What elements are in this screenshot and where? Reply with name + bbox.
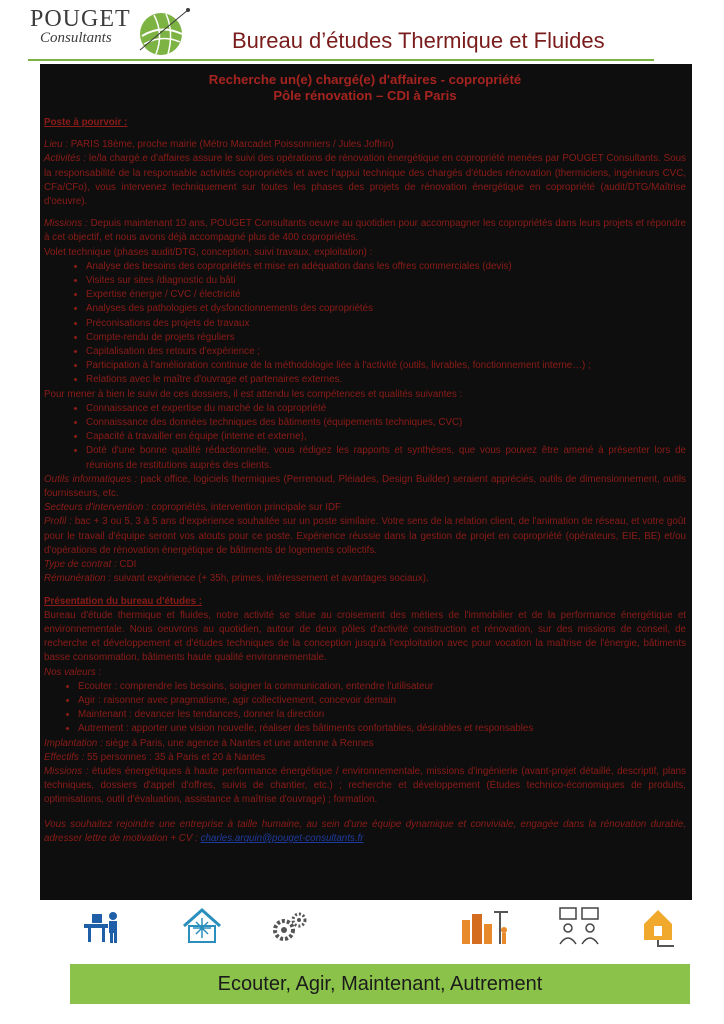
- activites-paragraph: [44, 152, 686, 209]
- volet-text: Volet technique (phases audit/DTG, conception, suivi travaux, exploitation) :: [44, 246, 373, 258]
- header-divider: [28, 59, 654, 61]
- lieu-text: PARIS 18ème, proche mairie (Métro Marcadet Poissonniers / Jules Joffrin): [67, 139, 394, 151]
- list-item: • Capacité à travailler en équipe (interne et externe),: [86, 430, 686, 444]
- list-item: • Analyses des pathologies et dysfonctionnements des copropriétés: [86, 302, 686, 316]
- lieu-label: Lieu :: [44, 139, 68, 151]
- contact-email-link[interactable]: charles.arquin@pouget-consultants.fr: [200, 832, 364, 844]
- activites-text: le/la chargé.e d'affaires assure le suivi des opérations de rénovation énergétique en copropriété menées par POUGET Consultants. Sous la responsabilité de la responsable activités copropriétés et avec l'appui technique des chargés d'études rénovation (thermiciens, ingénieurs CVC, CFa/CFo), vous intervenez techniquement sur toutes les phases des projets de rénovation énergétique en copropriété (audit/DTG/Maîtrise d'oeuvre).: [44, 153, 686, 208]
- list-item: • Préconisations des projets de travaux: [86, 317, 686, 331]
- bureau-missions-paragraph: [44, 765, 686, 808]
- competences-list: [44, 402, 686, 473]
- closing-text: Vous souhaitez rejoindre une entreprise à taille humaine, au sein d'une équipe dynamique et conviviale, engagée dans la rénovation durable, adresser lettre de motivation + CV :: [44, 818, 686, 844]
- list-item: • Expertise énergie / CVC / électricité: [86, 288, 686, 302]
- competences-text: Pour mener à bien le suivi de ces dossiers, il est attendu les compétences et qualités suivantes :: [44, 388, 463, 400]
- list-item: • Connaissance des données techniques des bâtiments (équipements techniques, CVC): [86, 416, 686, 430]
- contrat-text: CDI: [116, 559, 137, 571]
- contrat-label: Type de contrat :: [44, 559, 117, 571]
- outils-label: Outils informatiques :: [44, 473, 138, 485]
- list-item: • Ecouter : comprendre les besoins, soigner la communication, entendre l'utilisateur: [78, 680, 686, 694]
- profil-paragraph: [44, 515, 686, 558]
- missions-text: Depuis maintenant 10 ans, POUGET Consultants oeuvre au quotidien pour accompagner les copropriétés dans leurs projets et répondre à cet objectif, et nous avons déjà accompagné plus de 400 copropriétés.: [44, 218, 686, 244]
- valeurs-label: Nos valeurs :: [44, 666, 102, 678]
- implantation-label: Implantation :: [44, 737, 103, 749]
- secteurs-paragraph: [44, 501, 686, 515]
- lieu-paragraph: [44, 138, 686, 152]
- bureau-intro: Bureau d'étude thermique et fluides, notre activité se situe au croisement des métiers de l'immobilier et de la performance énergétique et environnementale. Nous oeuvrons au quotidien, autour de deux pôles d'activité construction et rénovation, sur des missions de conseil, de recherche et développement et d'études techniques de la conception jusqu'à l'exploitation avec pour vocation la maîtrise de l'énergie, bâtiments basse consommation, bâtiments haute qualité environnementale.: [44, 609, 686, 664]
- contrat-paragraph: [44, 558, 686, 572]
- slogan-banner: Ecouter, Agir, Maintenant, Autrement: [70, 964, 690, 1004]
- effectifs-paragraph: [44, 751, 686, 765]
- list-item: • Visites sur sites /diagnostic du bâti: [86, 274, 686, 288]
- profil-label: Profil :: [44, 516, 72, 528]
- outils-text: pack office, logiciels thermiques (Perrenoud, Pléiades, Design Builder) seraient appréciés, outils de dimensionnement, outils fournisseurs, etc.: [44, 473, 686, 500]
- volet-list: [44, 260, 686, 388]
- missions-paragraph: [44, 217, 686, 245]
- building-construction-icon: [458, 906, 510, 948]
- implantation-text: siège à Paris, une agence à Nantes et une antenne à Rennes: [102, 737, 374, 749]
- house-snowflake-icon: [180, 906, 224, 946]
- list-item: • Agir : raisonner avec pragmatisme, agir collectivement, concevoir demain: [78, 694, 686, 708]
- meeting-people-icon: [554, 906, 604, 948]
- logo-wordmark: POUGET: [30, 6, 131, 32]
- logo-globe-icon: [136, 6, 190, 58]
- offer-content: [40, 64, 692, 900]
- header: [14, 0, 710, 62]
- list-item: • Analyse des besoins des copropriétés et mise en adéquation dans les offres commerciales (devis): [86, 260, 686, 274]
- list-item: • Compte-rendu de projets réguliers: [86, 331, 686, 345]
- bureau-missions-label: Missions :: [44, 765, 89, 777]
- list-item: • Doté d'une bonne qualité rédactionnelle, vous rédigez les rapports et synthèses, que vous pouvez être amené à présenter lors de réunions de restitutions auprès des clients.: [86, 444, 686, 472]
- list-item: • Connaissance et expertise du marché de la copropriété: [86, 402, 686, 416]
- remuneration-paragraph: [44, 572, 686, 586]
- secteurs-text: copropriétés, intervention principale sur IDF: [148, 502, 342, 514]
- house-plug-icon: [640, 906, 680, 948]
- gears-icon: [268, 906, 312, 946]
- secteurs-label: Secteurs d'intervention :: [44, 502, 149, 514]
- list-item: • Autrement : apporter une vision nouvelle, réaliser des bâtiments confortables, désirables et responsables: [78, 722, 686, 736]
- poste-heading: Poste à pourvoir :: [44, 117, 128, 128]
- logo-subtitle: Consultants: [40, 30, 112, 46]
- job-subtitle: Pôle rénovation – CDI à Paris: [273, 88, 457, 103]
- effectifs-text: 55 personnes : 35 à Paris et 20 à Nantes: [84, 751, 266, 763]
- implantation-paragraph: [44, 737, 686, 751]
- remuneration-text: suivant expérience (+ 35h, primes, intéressement et avantages sociaux).: [110, 573, 429, 585]
- closing-paragraph: [44, 818, 686, 846]
- office-worker-icon: [80, 906, 124, 946]
- list-item: • Maintenant : devancer les tendances, donner la direction: [78, 708, 686, 722]
- job-offer-page: [14, 0, 710, 1008]
- outils-paragraph: [44, 473, 686, 501]
- values-icons-row: [60, 906, 680, 948]
- bureau-heading: Présentation du bureau d'études :: [44, 595, 203, 607]
- bureau-missions-text: études énergétiques à haute performance énergétique / environnementale, missions d'ingénierie (avant-projet détaillé, descriptif, plans techniques, dossiers d'appel d'offres, suivis de chantier, etc.) ; recherche et développement (Études technico-économiques de produits, optimisations, outil d'évaluation, assistance à maîtrise d'ouvrage) ; formation.: [44, 765, 686, 806]
- header-title: Bureau d’études Thermique et Fluides: [232, 28, 605, 53]
- list-item: • Relations avec le maître d'ouvrage et partenaires externes.: [86, 373, 686, 387]
- missions-label: Missions :: [44, 218, 88, 230]
- activites-label: Activités :: [44, 153, 87, 165]
- list-item: • Participation à l'amélioration continue de la méthodologie liée à l'activité (outils, livrables, fonctionnement interne…) ;: [86, 359, 686, 373]
- profil-text: bac + 3 ou 5, 3 à 5 ans d'expérience souhaitée sur un poste similaire. Votre sens de la relation client, de l'animation de réseau, et votre goût pour le travail d'équipe seront vos atouts pour ce poste. Expérience réussie dans la gestion de projet en copropriété (opérateurs, EIE, BE) et/ou d'opérations de rénovation énergétique de bâtiments de logements collectifs.: [44, 516, 687, 556]
- remuneration-label: Rémunération :: [44, 573, 111, 585]
- effectifs-label: Effectifs :: [44, 751, 85, 763]
- list-item: • Capitalisation des retours d'expérience ;: [86, 345, 686, 359]
- job-title: Recherche un(e) chargé(e) d'affaires - copropriété: [208, 72, 522, 87]
- valeurs-list: [44, 680, 686, 737]
